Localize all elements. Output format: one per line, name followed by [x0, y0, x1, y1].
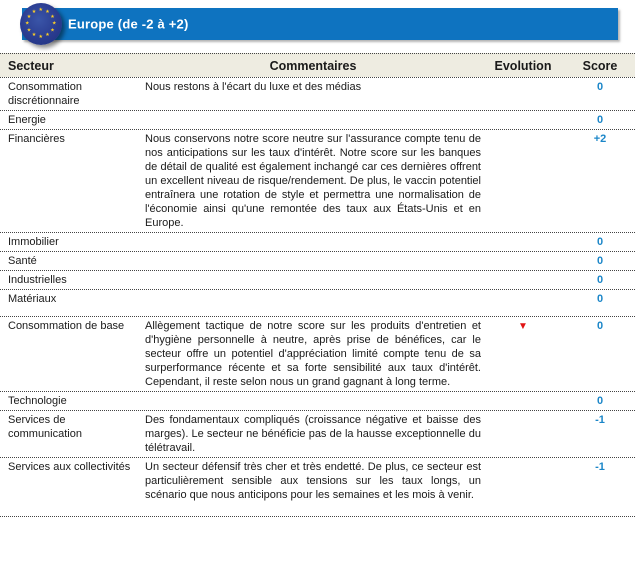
evolution-down-icon: ▼ [518, 321, 528, 332]
header-score: Score [582, 58, 618, 73]
header-commentaires: Commentaires [269, 58, 357, 73]
sector-score-table [0, 53, 635, 517]
table-row [0, 77, 635, 110]
eu-star-icon: ★ [25, 20, 30, 27]
header-secteur: Secteur [8, 58, 54, 73]
sector-name: Matériaux [8, 293, 57, 305]
table-row [0, 270, 635, 289]
table-row [0, 232, 635, 251]
sector-score: 0 [596, 293, 604, 305]
sector-comment: Nous restons à l'écart du luxe et des médias [145, 81, 362, 93]
sector-name: Services aux collectivités [8, 461, 131, 473]
sector-score: 0 [596, 114, 604, 126]
sector-name: Consommation discrétionnaire [8, 81, 82, 107]
sector-name: Energie [8, 114, 46, 126]
table-row [0, 110, 635, 129]
sector-score: 0 [596, 395, 604, 407]
sector-comment: Allègement tactique de notre score sur les produits d'entretien et d'hygiène personnelle à neutre, après prise de bénéfices, car le secteur offre un potentiel d'appréciation limité compte tenu de sa surperformance récente et sa forte sensibilité aux taux d'intérêt. Cependant, il reste selon nous un grand gagnant à long terme. [145, 320, 481, 388]
table-row [0, 251, 635, 270]
table-body [0, 77, 635, 517]
sector-score: -1 [595, 461, 605, 473]
header-evolution: Evolution [494, 58, 552, 73]
table-row [0, 391, 635, 410]
sector-score: -1 [595, 414, 605, 426]
table-row [0, 316, 635, 391]
evolution-cell [481, 319, 565, 333]
sector-name: Industrielles [8, 274, 67, 286]
eu-star-icon: ★ [45, 32, 50, 39]
table-row [0, 129, 635, 232]
sector-name: Technologie [8, 395, 67, 407]
eu-star-icon: ★ [50, 13, 55, 20]
sector-comment: Nous conservons notre score neutre sur l'assurance compte tenu de nos anticipations sur les taux d'intérêt. Notre score sur les banques de détail de qualité est également inchangé car ces dernières offrent un excellent niveau de risque/rendement. De plus, le vaccin potentiel entraînera une rotation de style et permettra une normalisation de l'économie ainsi qu'une remontée des taux aux États-Unis et en Europe. [145, 133, 481, 229]
sector-score: 0 [596, 320, 604, 332]
sector-name: Financières [8, 133, 65, 145]
sector-name: Consommation de base [8, 320, 125, 332]
sector-score: 0 [596, 81, 604, 93]
sector-name: Santé [8, 255, 37, 267]
eu-star-icon: ★ [31, 32, 37, 39]
eu-star-icon: ★ [45, 8, 50, 15]
eu-star-icon: ★ [38, 7, 43, 13]
table-row [0, 410, 635, 457]
banner-title: Europe (de -2 à +2) [68, 16, 189, 32]
eu-flag-icon [20, 3, 62, 45]
region-banner [22, 8, 618, 40]
sector-comment: Des fondamentaux compliqués (croissance négative et baisse des marges). Le secteur ne bénéficie pas de la hausse exceptionnelle du télétravail. [145, 414, 481, 454]
sector-score: 0 [596, 236, 604, 248]
sector-score: 0 [596, 255, 604, 267]
sector-name: Immobilier [8, 236, 59, 248]
sector-comment: Un secteur défensif très cher et très endetté. De plus, ce secteur est particulièrement sensible aux tensions sur les taux longs, un scénario que nous anticipons pour les semaines et les mois à venir. [145, 461, 481, 501]
eu-star-icon: ★ [38, 34, 43, 40]
sector-name: Services de communication [8, 414, 82, 440]
sector-score: +2 [593, 133, 607, 145]
eu-star-icon: ★ [26, 27, 32, 34]
table-header-row [0, 53, 635, 77]
sector-score: 0 [596, 274, 604, 286]
table-row [0, 457, 635, 517]
eu-star-icon: ★ [31, 8, 37, 15]
eu-star-icon: ★ [52, 20, 57, 27]
eu-star-icon: ★ [26, 13, 32, 20]
eu-star-icon: ★ [50, 27, 55, 34]
table-row [0, 289, 635, 316]
